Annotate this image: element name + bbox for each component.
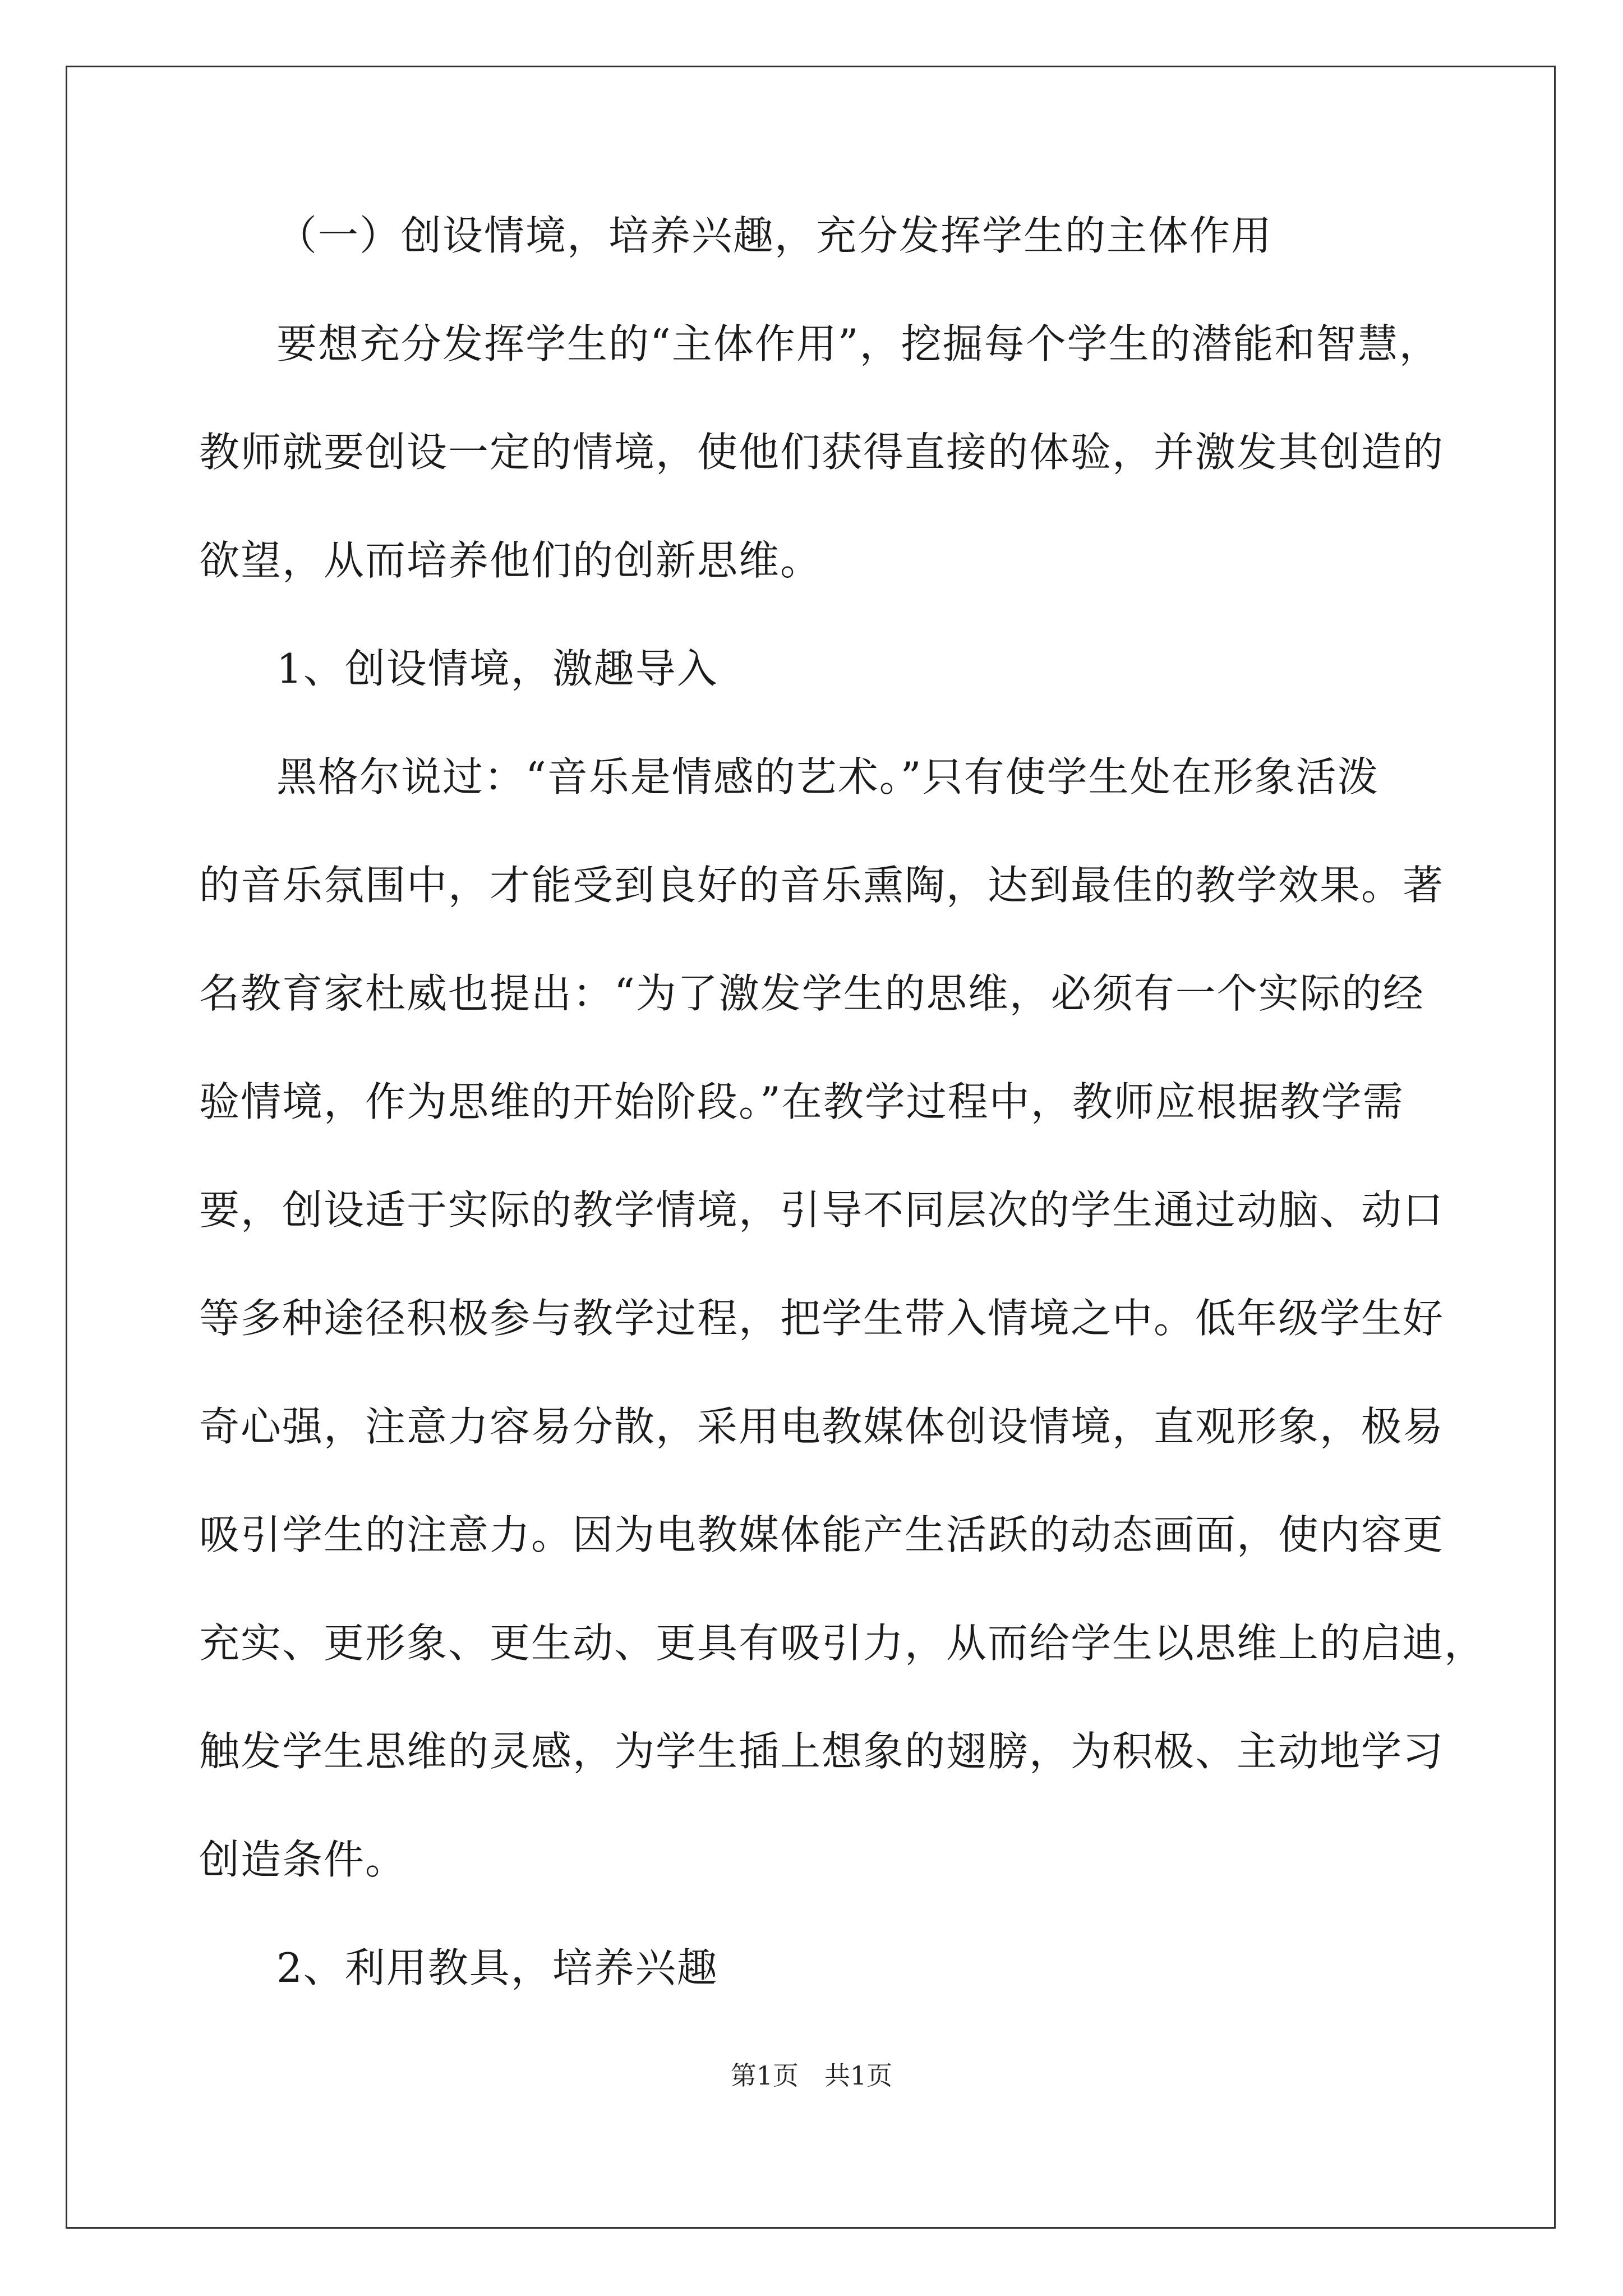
paragraph-line: 的音乐氛围中，才能受到良好的音乐熏陶，达到最佳的教学效果。著 [199, 862, 1445, 909]
paragraph-line: 欲望，从而培养他们的创新思维。 [199, 537, 822, 584]
paragraph-line: 奇心强，注意力容易分散，采用电教媒体创设情境，直观形象，极易 [199, 1403, 1445, 1450]
paragraph-line: 等多种途径积极参与教学过程，把学生带入情境之中。低年级学生好 [199, 1295, 1445, 1342]
paragraph-line: 要想充分发挥学生的“主体作用”，挖掘每个学生的潜能和智慧， [276, 320, 1441, 367]
paragraph-line: 吸引学生的注意力。因为电教媒体能产生活跃的动态画面，使内容更 [199, 1511, 1445, 1558]
paragraph-line: 验情境，作为思维的开始阶段。”在教学过程中，教师应根据教学需 [199, 1078, 1404, 1125]
section-heading: （一）创设情境，培养兴趣，充分发挥学生的主体作用 [276, 212, 1273, 259]
paragraph-line: 充实、更形象、更生动、更具有吸引力，从而给学生以思维上的启迪， [199, 1619, 1486, 1667]
subsection-heading: 2、利用教具，培养兴趣 [276, 1944, 718, 1991]
subsection-heading: 1、创设情境，激趣导入 [276, 645, 718, 692]
paragraph-line: 黑格尔说过：“音乐是情感的艺术。”只有使学生处在形象活泼 [276, 753, 1379, 800]
paragraph-line: 要，创设适于实际的教学情境，引导不同层次的学生通过动脑、动口 [199, 1186, 1445, 1234]
page-border [66, 66, 1556, 2229]
paragraph-line: 创造条件。 [199, 1836, 407, 1883]
paragraph-line: 教师就要创设一定的情境，使他们获得直接的体验，并激发其创造的 [199, 429, 1445, 476]
paragraph-line: 触发学生思维的灵感，为学生插上想象的翅膀，为积极、主动地学习 [199, 1728, 1445, 1775]
paragraph-line: 名教育家杜威也提出：“为了激发学生的思维，必须有一个实际的经 [199, 970, 1424, 1017]
page-number-footer: 第1页 共1页 [730, 2060, 893, 2091]
